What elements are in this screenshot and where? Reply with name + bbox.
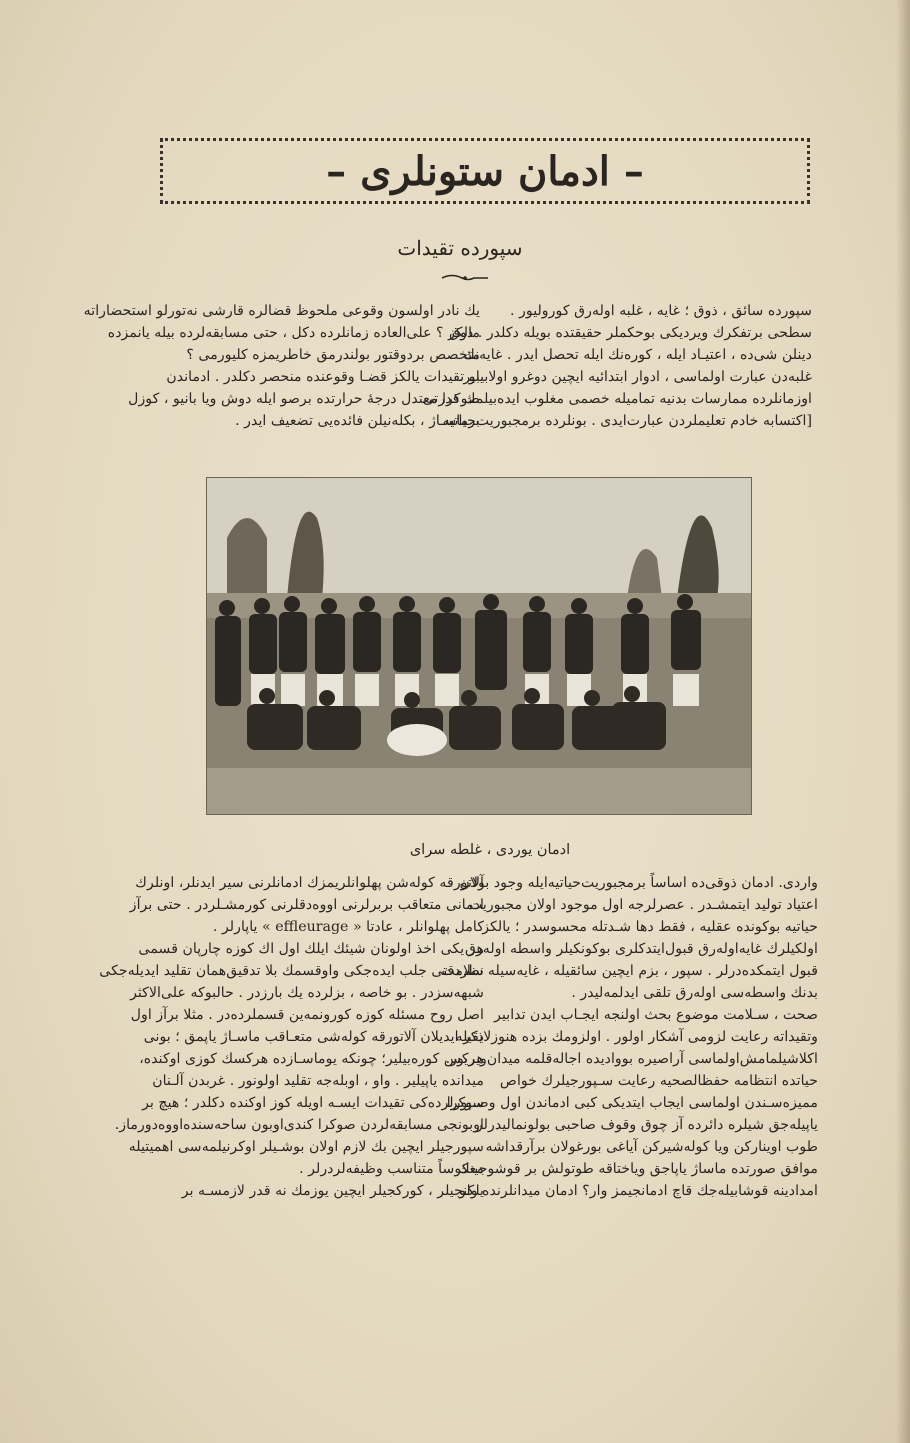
text-line: غلبه‌دن عبارت اولماسی ، ادوار ابتدائیه ایچین دوغرو اولابیلیر. [458, 369, 812, 385]
text-line: وتقیداته رعایت لزومی آشکار اولور . اولزومك بزده هنوزلایقیله [455, 1029, 818, 1045]
text-line: حیاتیه بوکونده عقلیه ، فقط دها شـدتله محسوسدر ؛ یالکز [482, 919, 818, 935]
text-line: اصل روح مسئله کوزه کورونمه‌ین قسملرده‌در . مثلا برآز اول [130, 1007, 484, 1023]
text-line: آلاتورقه کوله‌شن پهلوانلریمزك ادمانلرنی سیر ایدنلر، اونلرك [135, 875, 484, 891]
text-line: ادمانی متعاقب بربرلرنی اووه‌دقلرنی کورمشـلردر . حتی برآز [129, 897, 484, 913]
text-line: متخصص بردوقتور بولندرمق خاطریمزه کلیورمی ؟ [186, 347, 480, 363]
text-line: بدنك واسطه‌سی اوله‌رق تلقی ایدلمه‌لیدر . [571, 985, 818, 1001]
text-line: بو تقیدات یالکز قضـا وقوعنده منحصر دکلدر . ادماندن [166, 369, 480, 385]
text-line: میدانده یاپیلیر . واو ، اوبله‌جه تقلید اولونور . غربدن آلـنان [152, 1073, 484, 1089]
team-photograph [206, 477, 752, 815]
text-line: سپورده سائق ، ذوق ؛ غایه ، غلبه اوله‌رق کورولیور . [510, 303, 812, 319]
text-line: حیاتده انتظامه حفظالصحیه رعایت سـپورجیلرك خواص [499, 1073, 818, 1089]
text-line: برماسـاژ ، بکله‌نیلن فائده‌یی تضعیف ایدر . [235, 413, 480, 429]
team-photo-illustration [207, 478, 751, 814]
text-line: اولکیلرك غایه‌اوله‌رق قبول‌ایتدکلری بوکونکیلر واسطه اوله‌رق [464, 941, 818, 957]
page-spine-shadow [896, 0, 910, 1443]
text-line: ذکر ایدیلان آلاتورقه کوله‌شی متعـاقب ماسـاژ یاپمق ؛ بونی [143, 1029, 484, 1045]
text-line: اعتیاد تولید ایتمشـدر . عصرلرجه اول موجود اولان مجبوریت [469, 897, 818, 913]
text-line: نظردقتی جلب ایده‌جکی واوقسمك بلا تدقیق‌همان تقلید ایدیله‌جکی [99, 963, 484, 979]
text-line: صحت ، سـلامت موضوع بحث اولنجه ایجـاب ایدن تدابیر [494, 1007, 818, 1023]
text-line: اوبونجی مسابقه‌لردن صوکرا کندی‌اوبون ساحه‌سنده‌اووه‌دورماز. [114, 1117, 484, 1133]
text-line: واردی. ادمان ذوقی‌ده اساساً برمجبوریت‌حیاتیه‌ایله وجود بولان [459, 875, 818, 891]
text-line: یلکنجیلر ، کورکجیلر ایچین یوزمك نه قدر لازمسـه بر [181, 1183, 484, 1199]
text-line: طوب اوینارکن ویا کوله‌شیرکن آیاغی بورغولان برآرقداشه [485, 1139, 818, 1155]
text-line: ممیزه‌سـندن اولماسی ایجاب ایتدیکی کبی ادماندن اول وصـوکرا [446, 1095, 818, 1111]
text-line: یك نادر اولسون وقوعی ملحوظ قضالره قارشی نه‌تورلو استحضاراته [83, 303, 480, 319]
text-line: امدادینه قوشابیله‌جك قاچ ادمانجیمز وار؟ ادمان میدانلرنده ولو [459, 1183, 818, 1199]
text-line: [اکتسابه خادم تعلیملردن عبارت‌ایدی . بونلرده برمجبوریت‌حیاتیه [442, 413, 812, 429]
section-title: – ادمان ستونلری – [326, 147, 644, 195]
text-line: هر یکی اخذ اولونان شیئك ایلك اول اك کوزه چارپان قسمی [138, 941, 484, 957]
text-line: کامل پهلوانلر ، عادتا « effleurage » یاپارلر . [212, 919, 484, 935]
text-line: سطحی برتفکرك ویردیکی بوحکملر حقیقتده بویله دکلدر . ذوق [449, 325, 812, 341]
text-line: دینلن شی‌ده ، اعتیـاد ایله ، کوره‌نك ایله تحصل ایدر . غایه‌نك [463, 347, 812, 363]
text-line: هرکس کوره‌بیلیر؛ چونکه یوماسـا‌زده هرکسك کوزی اوکنده، [139, 1051, 484, 1067]
text-line: سپورجیلر ایچین بك لازم اولان بوشـیلر اوکرنیلمه‌سی اهمیتیله [128, 1139, 484, 1155]
text-line: قبول ایتمکده‌درلر . سپور ، بزم ایچین سائقیله ، غایه‌سیله سلامت [441, 963, 818, 979]
text-line: شبهه‌سزدر . بو خاصه ، بزلرده یك بارزدر . حالبوکه علی‌الاکثر [130, 985, 484, 1001]
section-header-box [160, 138, 810, 204]
photo-caption: ادمان یوردی ، غلطه سرای [409, 842, 571, 858]
text-line: سپورلرده‌کی تقیدات ایسـه اویله کوز اوکنده دکلدر ؛ هیچ بر [142, 1095, 484, 1111]
title-flourish-ornament [440, 272, 490, 284]
column-top-right [422, 300, 812, 432]
column-bottom-right [441, 872, 818, 1202]
text-line: اوزمانلرده ممارسات بدنیه تمامیله خصمی مغلوب ایده‌بیلمك قدرتی [422, 391, 812, 407]
text-line: مالکز ؟ علی‌العاده زمانلرده دکل ، حتی مسابقه‌لرده بیله یانمزده [107, 325, 480, 341]
article-title: سپورده تقیدات [397, 236, 523, 260]
text-line: اکلاشیلمامش‌اولماسی آراصیره بووادیده اجاله‌قلمه میدان‌ویریور. [445, 1051, 818, 1067]
text-line: موافق صورتده ماساژ یاپاجق ویاختاقه طوتولش بر قوشوجینك [458, 1161, 818, 1177]
text-line: یاپیله‌جق شیلره دائرده آز چوق وقوف صاحبی بولونمالیدرلر . [466, 1117, 818, 1133]
column-top-left [83, 300, 480, 432]
text-line: صوکرا معتدل درجهٔ حرارتده برصو ایله دوش ویا بانیو ، کوزل [128, 391, 480, 407]
column-bottom-left [100, 872, 484, 1202]
text-line: معکوساً متناسب وظیفه‌لردرلر . [299, 1161, 484, 1177]
